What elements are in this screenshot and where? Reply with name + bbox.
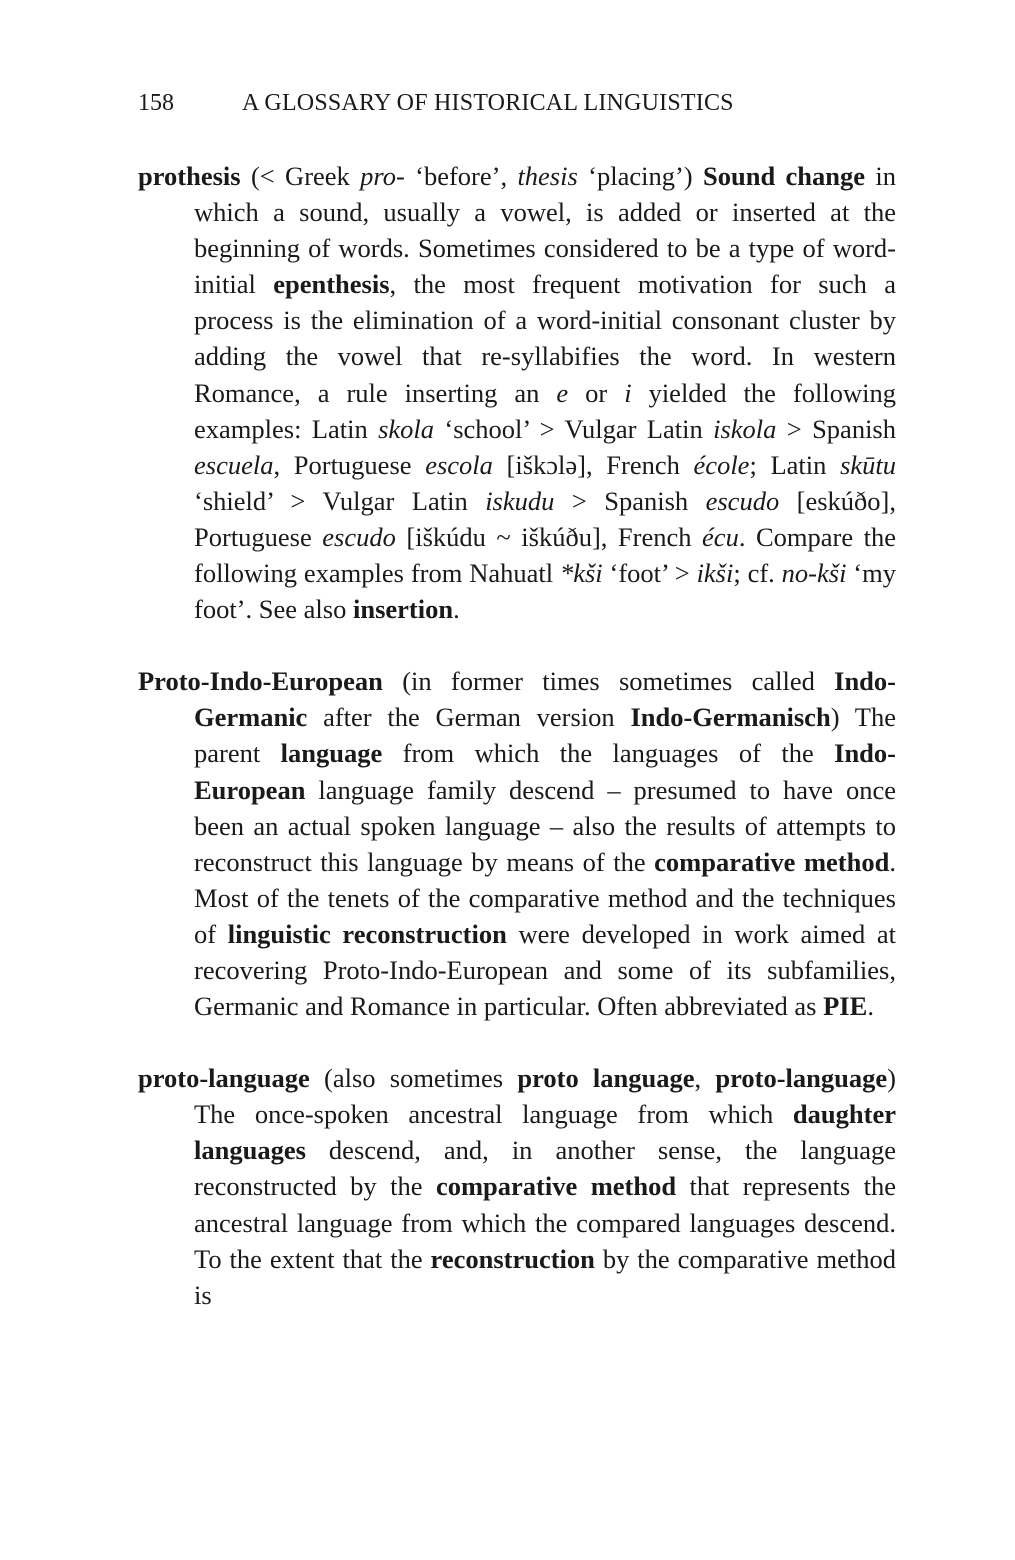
entry-text: (also sometimes bbox=[309, 1063, 518, 1094]
italic-form: *kši bbox=[559, 558, 603, 589]
italic-form: skūtu bbox=[840, 449, 896, 480]
cross-reference-term: proto language bbox=[517, 1063, 695, 1094]
entry-text: (in former times sometimes called bbox=[382, 666, 835, 697]
entry-text: or bbox=[568, 377, 625, 408]
headword: prothesis bbox=[138, 161, 241, 191]
entry-text: ; cf. bbox=[733, 558, 782, 589]
cross-reference-term: reconstruction bbox=[430, 1243, 595, 1274]
running-title: A GLOSSARY OF HISTORICAL LINGUISTICS bbox=[242, 90, 734, 116]
cross-reference-term: Indo-Germanic bbox=[194, 666, 896, 733]
cross-reference-term: proto-language bbox=[715, 1063, 888, 1094]
entry-text: in which a sound, usually a vowel, is added or inserted at the beginning of words. Sometimes considered to be a type of word-initial bbox=[194, 161, 896, 300]
entry-text: > Spanish bbox=[554, 485, 706, 516]
entry-text: [eskúðo], Portuguese bbox=[194, 485, 897, 552]
italic-form: pro- bbox=[360, 161, 405, 191]
headword: proto-language bbox=[138, 1063, 310, 1094]
entry-text: ‘shield’ > Vulgar Latin bbox=[194, 485, 486, 516]
entry-text: after the German version bbox=[307, 702, 631, 733]
italic-form: escudo bbox=[322, 521, 396, 552]
entry-text: [iškúdu ~ iškúðu], French bbox=[395, 521, 703, 552]
entry-text: by the comparative method is bbox=[194, 1243, 896, 1310]
entry-text: . bbox=[867, 991, 874, 1022]
entry-text: language family descend – presumed to have once been an actual spoken language – also the results of attempts to reconstruct this language by means of the bbox=[194, 774, 896, 877]
entry-text: . Compare the following examples from Nahuatl bbox=[194, 521, 897, 589]
cross-reference-term: linguistic reconstruction bbox=[227, 918, 507, 949]
glossary-entry-prothesis bbox=[138, 158, 896, 627]
entry-text: ; Latin bbox=[749, 449, 841, 480]
entry-text: were developed in work aimed at recovering Proto-Indo-European and some of its subfamilies, Germanic and Romance in particular. Often abbreviated as bbox=[194, 918, 896, 1022]
entry-text: ‘foot’ > bbox=[602, 558, 697, 589]
entry-text: , Portuguese bbox=[273, 449, 426, 480]
italic-form: e bbox=[556, 377, 569, 408]
italic-form: iskudu bbox=[485, 485, 555, 516]
italic-form: skola bbox=[378, 413, 435, 444]
italic-form: no-kši bbox=[781, 558, 847, 589]
entry-text: ) The once-spoken ancestral language from which bbox=[194, 1063, 896, 1130]
italic-form: école bbox=[693, 449, 750, 480]
entry-text: , the most frequent motivation for such a process is the elimination of a word-initial consonant cluster by adding the vowel that re-syllabifies the word. In western Romance, a rule inserting an bbox=[194, 269, 896, 408]
italic-form: thesis bbox=[517, 161, 578, 191]
cross-reference-term: comparative method bbox=[435, 1171, 677, 1202]
cross-reference-term: comparative method bbox=[654, 846, 890, 877]
glossary-entry-proto-indo-european bbox=[138, 663, 896, 1024]
page-number: 158 bbox=[138, 90, 174, 116]
italic-form: iskola bbox=[713, 413, 777, 444]
italic-form: escola bbox=[425, 449, 493, 480]
glossary-entry-proto-language bbox=[138, 1060, 896, 1313]
entry-text: ‘school’ > Vulgar Latin bbox=[434, 413, 714, 444]
italic-form: i bbox=[624, 377, 632, 408]
entry-text: from which the languages of the bbox=[382, 738, 835, 769]
cross-reference-term: Indo-Germanisch bbox=[630, 702, 831, 733]
italic-form: escudo bbox=[705, 485, 780, 516]
glossary-entries bbox=[138, 158, 896, 1349]
entry-text: > Spanish bbox=[776, 413, 896, 444]
entry-text: ) The parent bbox=[194, 702, 896, 769]
entry-text: descend, and, in another sense, the language reconstructed by the bbox=[194, 1135, 896, 1202]
running-header bbox=[138, 86, 898, 120]
cross-reference-term: insertion bbox=[352, 594, 454, 625]
entry-text: that represents the ancestral language from which the compared languages descend. To the extent that the bbox=[194, 1171, 896, 1274]
entry-text: (< Greek bbox=[240, 161, 361, 191]
entry-text: . bbox=[453, 594, 460, 625]
entry-text: ‘placing’) bbox=[577, 161, 703, 191]
cross-reference-term: epenthesis bbox=[273, 269, 390, 300]
italic-form: ikši bbox=[696, 558, 734, 589]
italic-form: escuela bbox=[194, 449, 274, 480]
entry-text: ‘before’, bbox=[404, 161, 518, 191]
cross-reference-term: language bbox=[280, 738, 383, 769]
headword: Proto-Indo-European bbox=[138, 666, 383, 697]
entry-text: . Most of the tenets of the comparative method and the techniques of bbox=[194, 846, 896, 949]
entry-text: , bbox=[694, 1063, 716, 1094]
entry-text: ‘my foot’. See also bbox=[194, 558, 896, 625]
entry-text: yielded the following examples: Latin bbox=[194, 377, 896, 444]
cross-reference-term: PIE bbox=[823, 991, 868, 1022]
cross-reference-term: daughter languages bbox=[194, 1099, 896, 1166]
italic-form: écu bbox=[702, 521, 739, 552]
cross-reference-term: Sound change bbox=[702, 161, 866, 191]
cross-reference-term: Indo-European bbox=[194, 738, 896, 805]
entry-text: [iškɔlə], French bbox=[492, 449, 694, 480]
